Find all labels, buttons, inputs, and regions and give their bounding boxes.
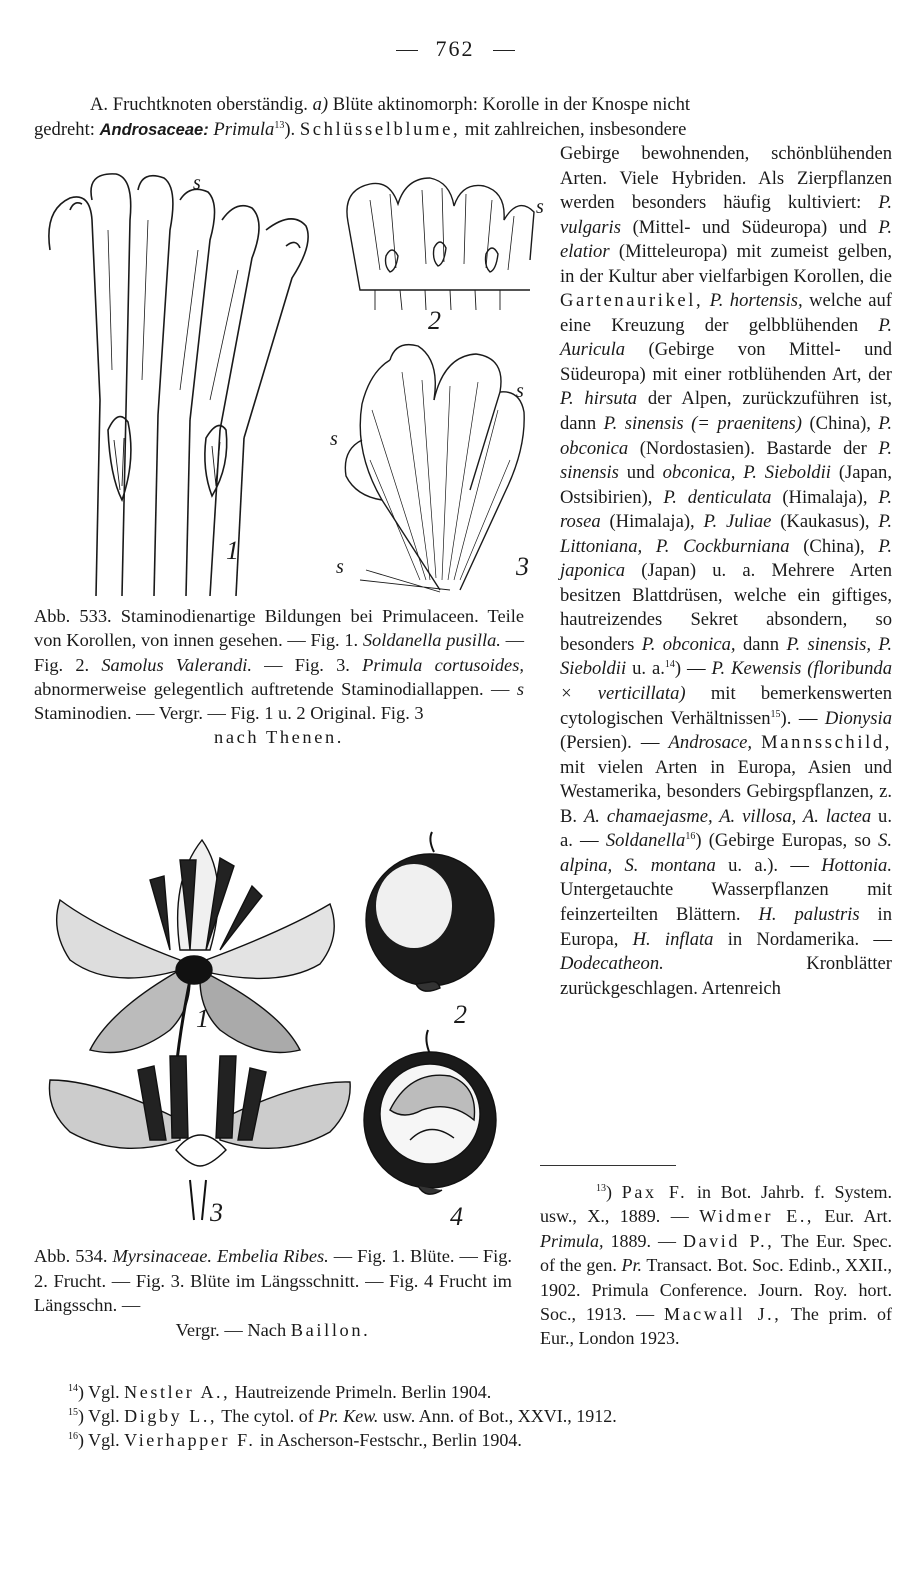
species-name: H. palustris (758, 903, 860, 925)
punct: ) (606, 1182, 622, 1202)
body-text: u. a.). — (728, 854, 809, 876)
bottom-footnotes (68, 1380, 898, 1452)
body-text: (Himalaja), (782, 486, 868, 508)
intro-marker: a) (312, 94, 329, 115)
footnote-text: 1889. — (603, 1230, 683, 1251)
species-name: Pr. Kew. (318, 1406, 379, 1426)
body-text: (Gebirge von Mittel- und Südeuropa) mit einer rotblühenden Art, der (560, 339, 892, 385)
body-text: (Persien). — (560, 732, 660, 754)
dash-left (396, 50, 418, 51)
species-name: P. sinensis (= praenitens) (603, 413, 802, 435)
footnote-text (540, 1180, 892, 1351)
figure-533-label-s: s (516, 380, 524, 402)
species-name: S. alpina, S. montana (560, 830, 892, 876)
soldanella-corolla (49, 174, 308, 596)
body-text: ) — (674, 658, 706, 680)
footnote-number: 16 (68, 1431, 78, 1442)
figure-533-label-1: 1 (226, 536, 239, 565)
caption-paragraph (34, 1244, 512, 1318)
intro-text: A. Fruchtknoten oberständig. (90, 94, 308, 115)
punct: ). (284, 119, 296, 140)
body-text: u. a. (632, 658, 665, 680)
author-name: Vierhapper F. (124, 1430, 256, 1450)
author-name: Widmer E., (699, 1206, 815, 1227)
body-text: in Europa, (560, 903, 892, 950)
footnote-text: Transact. Bot. Soc. Edinb., XXII., 1902. Primula Conference. Journ. Roy. hort. Soc., 1913. — (540, 1255, 892, 1325)
caption-text: — Fig. 1. Blüte. — Fig. 2. Frucht. — Fig. 3. Blüte im Längsschnitt. — Fig. 4 Frucht im Längsschn. — (34, 1246, 512, 1315)
body-text: ). — (780, 707, 818, 729)
author-name: Nestler A., (124, 1382, 231, 1402)
species-name: Samolus Valerandi. (101, 654, 252, 675)
caption-attribution (34, 1318, 512, 1343)
footnote-text: ) Vgl. (78, 1406, 125, 1426)
common-name: Mannsschild, (761, 732, 893, 754)
author-name: Pax F. (621, 1182, 688, 1202)
species-name: H. inflata (632, 928, 714, 950)
species-name: P. denticulata (663, 486, 772, 508)
genus-name: Androsace, (668, 732, 753, 754)
species-name: P. sinensis, P. Sieboldii (560, 633, 892, 680)
body-text: (Nordostasien). Bastarde der (639, 437, 867, 459)
intro-line-1 (34, 92, 892, 117)
taxon-primula: Primula (213, 119, 275, 140)
species-name: P. Juliae (703, 511, 772, 533)
caption-text: Abb. 534. (34, 1246, 108, 1266)
footnote-text: in Bot. Jahrb. f. System. usw., X., 1889. — (540, 1182, 893, 1227)
right-column-text (560, 142, 892, 1001)
figure-533-label-2: 2 (428, 306, 441, 335)
figure-533-drawing (30, 160, 550, 600)
species-name: P. vulgaris (560, 192, 892, 238)
body-text: (Mitteleuropa) mit zumeist gelben, in der Kultur aber vielfarbigen Korollen, die (560, 241, 892, 287)
body-text: (Japan, Ostsibirien), (560, 462, 892, 508)
primula-corolla (345, 345, 524, 592)
figure-534-label-1: 1 (196, 1004, 209, 1033)
footnote-text: ) Vgl. (78, 1382, 125, 1402)
body-text: (Japan) u. a. Mehrere Arten besitzen Blattdrüsen, welche ein giftiges, hautreizendes Sekret absondern, so besonders (560, 560, 892, 655)
caption-text: Abb. 533. Staminodienartige Bildungen bei Primulaceen. Teile von Korollen, von innen gesehen. — Fig. 1. (34, 606, 524, 651)
footnote-ref: 13 (274, 119, 285, 131)
embelia-flower (57, 840, 335, 1070)
body-text: u. a. — (560, 805, 892, 852)
species-name: Primula cortusoides, (362, 654, 524, 675)
footnote-text: usw. Ann. of Bot., XXVI., 1912. (378, 1406, 617, 1426)
fruit-section (364, 1030, 496, 1194)
body-text: Kronblätter zurückgeschlagen. Artenreich (560, 953, 892, 999)
author-name: Baillon. (290, 1319, 371, 1340)
footnote-ref: 16 (685, 831, 696, 843)
footnote-13 (540, 1180, 892, 1351)
genus-name: Dodecatheon. (560, 953, 664, 975)
species-name: P. hortensis, (709, 290, 803, 312)
page-number-line (0, 36, 910, 62)
footnote-number: 13 (596, 1183, 606, 1194)
body-text: (China), (803, 535, 865, 557)
author-name: Macwall J., (663, 1304, 782, 1325)
taxon-androsaceae: Androsaceae: (99, 121, 209, 139)
caption-text: abnormerweise gelegentlich auftretende Staminodiallappen. — (34, 678, 510, 699)
intro-paragraph (34, 92, 892, 143)
species-name: P. elatior (560, 216, 892, 263)
figure-534-label-2: 2 (454, 1000, 467, 1029)
body-text: in Nordamerika. — (727, 928, 892, 950)
body-paragraph (560, 142, 892, 1001)
body-text: dann (742, 633, 780, 655)
species-name: P. obconica (560, 413, 893, 459)
species-name: P. rosea (560, 486, 893, 533)
body-text: der Alpen, zurückzuführen ist, dann (560, 388, 893, 435)
body-text: (China), (809, 413, 871, 435)
caption-attribution: nach Thenen. (214, 727, 344, 748)
caption-text: — Fig. 2. (34, 630, 524, 675)
footnote-number: 14 (68, 1383, 78, 1394)
figure-533-label-3: 3 (516, 552, 529, 581)
caption-symbol: s (516, 678, 524, 699)
author-name: David P., (682, 1230, 775, 1251)
genus-name: Primula, (540, 1230, 604, 1251)
caption-text: Vergr. — Nach (175, 1319, 287, 1340)
footnote-text: Eur. Art. (814, 1206, 893, 1227)
dash-right (493, 50, 515, 51)
body-text: Gebirge bewohnenden, schönblühenden Arten. Viele Hybriden. Als Zierpflanzen werden besonders häufig kultiviert: (560, 143, 892, 214)
intro-text: mit zahlreichen, insbesondere (464, 119, 687, 140)
footnote-rule (540, 1165, 676, 1166)
genus-name: Pr. (621, 1255, 643, 1276)
species-name: P. Littoniana, P. Cockburniana (560, 511, 893, 557)
body-text: Untergetauchte Wasserpflanzen mit feinzerteilten Blättern. (560, 879, 892, 925)
caption-text: Staminodien. — Vergr. — Fig. 1 u. 2 Original. Fig. 3 (34, 703, 424, 724)
footnote-text: The Eur. Spec. of the gen. (540, 1230, 893, 1276)
figure-534-label-3: 3 (210, 1198, 223, 1227)
footnote-text: The cytol. of (217, 1406, 319, 1426)
footnote-ref: 14 (664, 659, 675, 671)
species-name: P. Auricula (560, 314, 892, 361)
figure-533-caption (34, 604, 524, 750)
genus-name: Dionysia (824, 707, 892, 729)
footnote-ref: 15 (770, 708, 781, 720)
embelia-fruit (366, 832, 494, 991)
species-name: Myrsinaceae. Embelia Ribes. (112, 1246, 329, 1266)
footnote-15 (68, 1404, 898, 1428)
body-text: (Mittel- und Südeuropa) und (632, 216, 867, 238)
common-name: Gartenaurikel, (560, 290, 704, 312)
footnote-text: Hautreizende Primeln. Berlin 1904. (234, 1382, 492, 1402)
body-text: welche auf eine Kreuzung der gelbblühenden (560, 290, 892, 336)
body-text: mit vielen Arten in Europa, Asien und Westamerika, besonders Gebirgspflanzen, z. B. (560, 756, 892, 827)
flower-section (49, 1056, 350, 1220)
species-name: P. japonica (560, 535, 892, 582)
footnote-text: The prim. of Eur., London 1923. (540, 1304, 892, 1349)
footnote-text: in Ascherson-Festschr., Berlin 1904. (255, 1430, 522, 1450)
author-name: Digby L., (124, 1406, 218, 1426)
caption-text: — Fig. 3. (264, 654, 350, 675)
common-name: Schlüsselblume, (299, 119, 461, 140)
caption-paragraph (34, 604, 524, 725)
figure-533-label-s: s (330, 428, 338, 450)
footnote-number: 15 (68, 1407, 78, 1418)
page-number: 762 (435, 36, 475, 61)
species-name: A. chamaejasme, A. villosa, A. lactea (583, 805, 872, 827)
species-name: P. obconica, (641, 633, 736, 655)
species-name: P. hirsuta (560, 388, 638, 410)
genus-name: Hottonia. (821, 854, 892, 876)
body-text: mit bemerkenswerten cytologischen Verhältnissen (560, 683, 892, 729)
body-text: (Kaukasus), (780, 511, 870, 533)
samolus-corolla (347, 178, 534, 310)
figure-533-label-s: s (536, 196, 544, 218)
figure-533-label-s: s (336, 556, 344, 578)
species-name: P. sinensis (560, 437, 892, 484)
species-name: P. Kewensis (floribunda × verticillata) (560, 658, 892, 705)
figure-533-label-s: s (193, 172, 201, 194)
species-name: Soldanella pusilla. (362, 630, 501, 651)
intro-text: gedreht: (34, 119, 95, 140)
intro-text: Blüte aktinomorph: Korolle in der Knospe nicht (332, 94, 691, 115)
footnote-text: ) Vgl. (78, 1430, 125, 1450)
species-name: obconica, P. Sieboldii (662, 462, 831, 484)
genus-name: Soldanella (605, 830, 686, 852)
body-text: (Himalaja), (609, 511, 695, 533)
figure-534-label-4: 4 (450, 1202, 463, 1231)
footnote-16 (68, 1428, 898, 1452)
intro-line-2 (34, 117, 892, 143)
body-text: ) (Gebirge Europas, so (695, 830, 871, 852)
figure-534-caption (34, 1244, 512, 1342)
footnote-14 (68, 1380, 898, 1404)
body-text: und (626, 462, 655, 484)
